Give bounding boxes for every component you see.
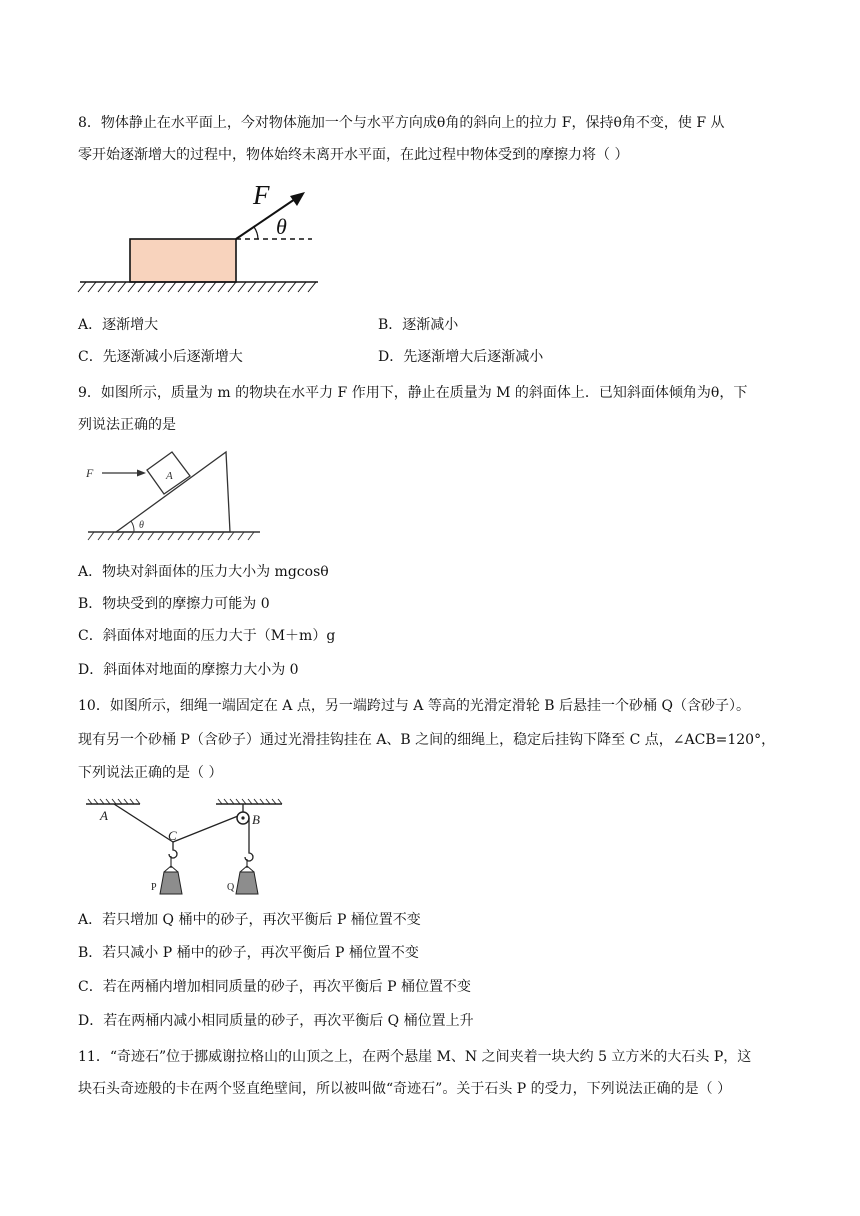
q8-stem-line2: 零开始逐渐增大的过程中，物体始终未离开水平面，在此过程中物体受到的摩擦力将（ ） bbox=[78, 147, 629, 163]
q10-option-a: A．若只增加 Q 桶中的砂子，再次平衡后 P 桶位置不变 bbox=[78, 912, 421, 928]
block bbox=[130, 239, 236, 282]
label-q: Q bbox=[227, 882, 235, 893]
ground-hatch bbox=[88, 532, 254, 540]
q9-option-a: A．物块对斜面体的压力大小为 mgcosθ bbox=[78, 564, 329, 580]
angle-arc bbox=[254, 227, 258, 239]
q9-option-d: D．斜面体对地面的摩擦力大小为 0 bbox=[78, 662, 299, 678]
q10-stem-line1: 10．如图所示，细绳一端固定在 A 点，另一端跨过与 A 等高的光滑定滑轮 B 后悬挂一个砂桶 Q（含砂子）。 bbox=[78, 698, 750, 714]
arrow-head-icon bbox=[290, 192, 305, 206]
q8-stem-line1: 8．物体静止在水平面上，今对物体施加一个与水平方向成θ角的斜向上的拉力 F，保持θ角不变，使 F 从 bbox=[78, 115, 725, 131]
q8-option-c: C．先逐渐减小后逐渐增大 bbox=[78, 349, 243, 365]
q10-option-b: B．若只减小 P 桶中的砂子，再次平衡后 P 桶位置不变 bbox=[78, 945, 419, 961]
q8-option-a: A．逐渐增大 bbox=[78, 317, 159, 333]
q8-option-b: B．逐渐减小 bbox=[378, 317, 459, 333]
force-label: F bbox=[253, 180, 270, 210]
q9-stem-line1: 9．如图所示，质量为 m 的物块在水平力 F 作用下，静止在质量为 M 的斜面体上．已知斜面体倾角为θ，下 bbox=[78, 385, 748, 401]
label-a: A bbox=[100, 808, 108, 823]
angle-label: θ bbox=[139, 520, 144, 531]
label-p: P bbox=[151, 882, 157, 893]
bucket-p bbox=[160, 872, 182, 894]
force-label: F bbox=[86, 466, 94, 480]
hook-c-icon bbox=[169, 842, 177, 858]
q10-figure bbox=[78, 790, 288, 902]
q9-option-b: B．物块受到的摩擦力可能为 0 bbox=[78, 596, 270, 612]
hook-q-icon bbox=[245, 848, 253, 861]
q10-option-d: D．若在两桶内减小相同质量的砂子，再次平衡后 Q 桶位置上升 bbox=[78, 1013, 474, 1029]
q11-stem-line2: 块石头奇迹般的卡在两个竖直绝壁间，所以被叫做“奇迹石”。关于石头 P 的受力，下列说法正确的是（ ） bbox=[78, 1081, 732, 1097]
q10-stem-line2: 现有另一个砂桶 P（含砂子）通过光滑挂钩挂在 A、B 之间的细绳上，稳定后挂钩下降至 C 点，∠ACB=120°， bbox=[78, 732, 776, 748]
q9-figure bbox=[80, 440, 270, 548]
label-c: C bbox=[168, 828, 177, 843]
bucket-q bbox=[236, 872, 258, 894]
q9-stem-line2: 列说法正确的是 bbox=[78, 417, 176, 433]
q11-stem-line1: 11．“奇迹石”位于挪威谢拉格山的山顶之上，在两个悬崖 M、N 之间夹着一块大约 5 立方米的大石头 P，这 bbox=[78, 1049, 752, 1065]
q8-option-d: D．先逐渐增大后逐渐减小 bbox=[378, 349, 544, 365]
angle-label: θ bbox=[276, 214, 287, 239]
arrow-head-icon bbox=[137, 470, 146, 477]
q10-option-c: C．若在两桶内增加相同质量的砂子，再次平衡后 P 桶位置不变 bbox=[78, 979, 472, 995]
q10-stem-line3: 下列说法正确的是（ ） bbox=[78, 765, 223, 781]
q9-option-c: C．斜面体对地面的压力大于（M＋m）g bbox=[78, 628, 336, 644]
block-label: A bbox=[166, 470, 173, 482]
label-b: B bbox=[252, 812, 260, 827]
q8-figure bbox=[76, 176, 326, 296]
rope-cb bbox=[173, 816, 238, 842]
angle-arc bbox=[131, 521, 134, 532]
ground-hatch bbox=[78, 282, 316, 292]
rope-ac bbox=[114, 804, 173, 842]
